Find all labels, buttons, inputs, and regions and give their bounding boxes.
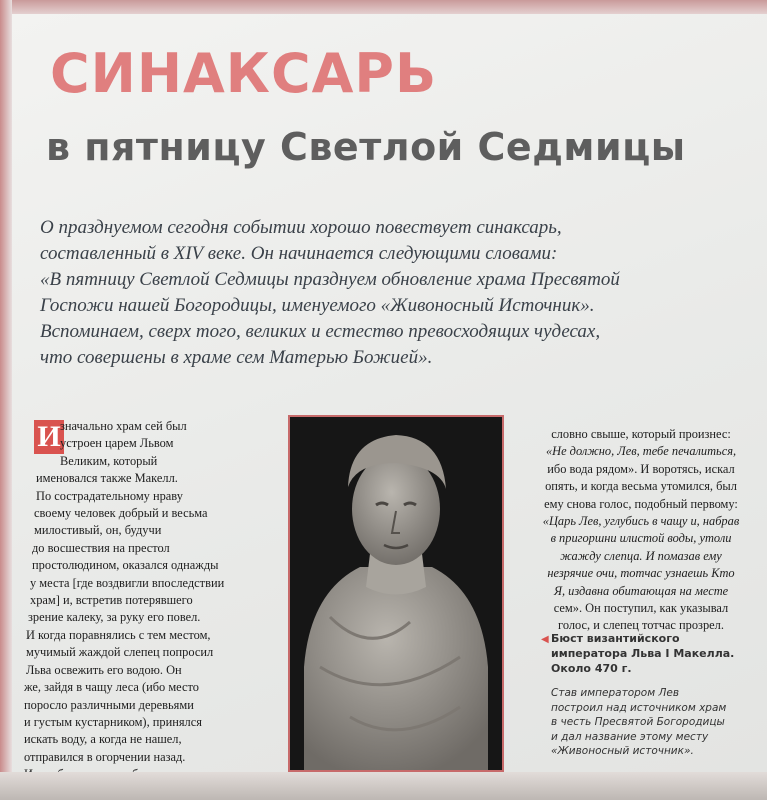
text-line: сем». Он поступил, как указывал <box>553 601 729 616</box>
text-line: отправился в огорчении назад. <box>24 749 186 764</box>
text-line: храм] и, встретив потерявшего <box>30 593 193 608</box>
text-line: в пригоршни илистой воды, утоли <box>550 531 732 546</box>
note-line: построил над источником храм <box>551 701 727 714</box>
text-line: словно свыше, который произнес: <box>551 427 731 441</box>
text-line: По сострадательному нраву <box>36 488 183 503</box>
bust-illustration <box>290 417 502 770</box>
text-line: простолюдином, оказался однажды <box>32 558 219 573</box>
note-line: в честь Пресвятой Богородицы <box>551 716 725 728</box>
text-line: именовался также Макелл. <box>36 471 178 486</box>
text-line: Великим, который <box>60 453 158 468</box>
text-line: ему снова голос, подобный первому: <box>544 496 738 511</box>
page-subtitle: в пятницу Светлой Седмицы <box>46 125 686 169</box>
text-line: поросло различными деревьями <box>24 697 194 712</box>
lead-paragraph <box>40 215 745 371</box>
poster-frame-left <box>0 0 12 800</box>
text-line: «Не должно, Лев, тебе печалиться, <box>545 444 737 459</box>
lead-line: составленный в XIV веке. Он начинается следующими словами: <box>40 243 558 264</box>
poster-frame-bottom <box>0 772 767 800</box>
text-line: мучимый жаждой слепец попросил <box>26 645 214 660</box>
text-column-right <box>530 426 752 635</box>
lead-line: Госпожи нашей Богородицы, именуемого «Живоносный Источник». <box>40 295 595 316</box>
drop-cap: И <box>34 420 64 454</box>
caption-line: императора Льва I Макелла. <box>551 647 735 660</box>
text-line: устроен царем Львом <box>60 436 174 451</box>
note-line: Став императором Лев <box>551 687 680 699</box>
note-line: «Живоносный источник». <box>551 745 694 757</box>
photo-note <box>551 686 751 759</box>
text-line: незрячие очи, тотчас узнаешь Кто <box>547 566 735 581</box>
text-line: опять, и когда весьма утомился, был <box>545 479 737 494</box>
text-line: Я, издавна обитающая на месте <box>553 583 729 598</box>
bust-photo <box>288 415 504 772</box>
text-line: зрение калеку, за руку его повел. <box>28 610 201 625</box>
lead-line: Вспоминаем, сверх того, великих и естество превосходящих чудесах, <box>40 321 601 342</box>
text-line: милостивый, он, будучи <box>34 523 162 538</box>
text-line: жажду слепца. И помазав ему <box>560 548 722 563</box>
note-line: и дал название этому месту <box>551 730 709 743</box>
lead-line: О празднуемом сегодня событии хорошо повествует синаксарь, <box>40 217 562 238</box>
text-line: И когда поравнялись с тем местом, <box>26 627 211 642</box>
text-line: ибо вода рядом». И воротясь, искал <box>547 461 735 476</box>
text-line: до восшествия на престол <box>32 540 170 555</box>
text-line: Льва освежить его водою. Он <box>26 662 182 677</box>
text-line: же, зайдя в чащу леса (ибо место <box>24 680 199 695</box>
text-line: и густым кустарником), принялся <box>24 714 202 729</box>
lead-line: что совершены в храме сем Матерью Божией». <box>40 347 433 368</box>
text-line: у места [где воздвигли впоследствии <box>30 575 225 590</box>
text-column-left <box>24 418 224 784</box>
triangle-left-icon: ◀ <box>541 634 549 645</box>
page-title: СИНАКСАРЬ <box>50 42 438 105</box>
caption-line: Около 470 г. <box>551 662 632 675</box>
text-line: значально храм сей был <box>60 419 187 433</box>
text-line: голос, и слепец тотчас прозрел. <box>558 618 724 633</box>
caption-line: Бюст византийского <box>551 632 680 645</box>
lead-line: «В пятницу Светлой Седмицы празднуем обновление храма Пресвятой <box>40 269 620 290</box>
text-line: «Царь Лев, углубись в чащу и, набрав <box>542 514 740 529</box>
photo-caption <box>541 631 751 676</box>
text-line: своему человек добрый и весьма <box>34 506 208 521</box>
text-line: искать воду, а когда не нашел, <box>24 732 182 747</box>
